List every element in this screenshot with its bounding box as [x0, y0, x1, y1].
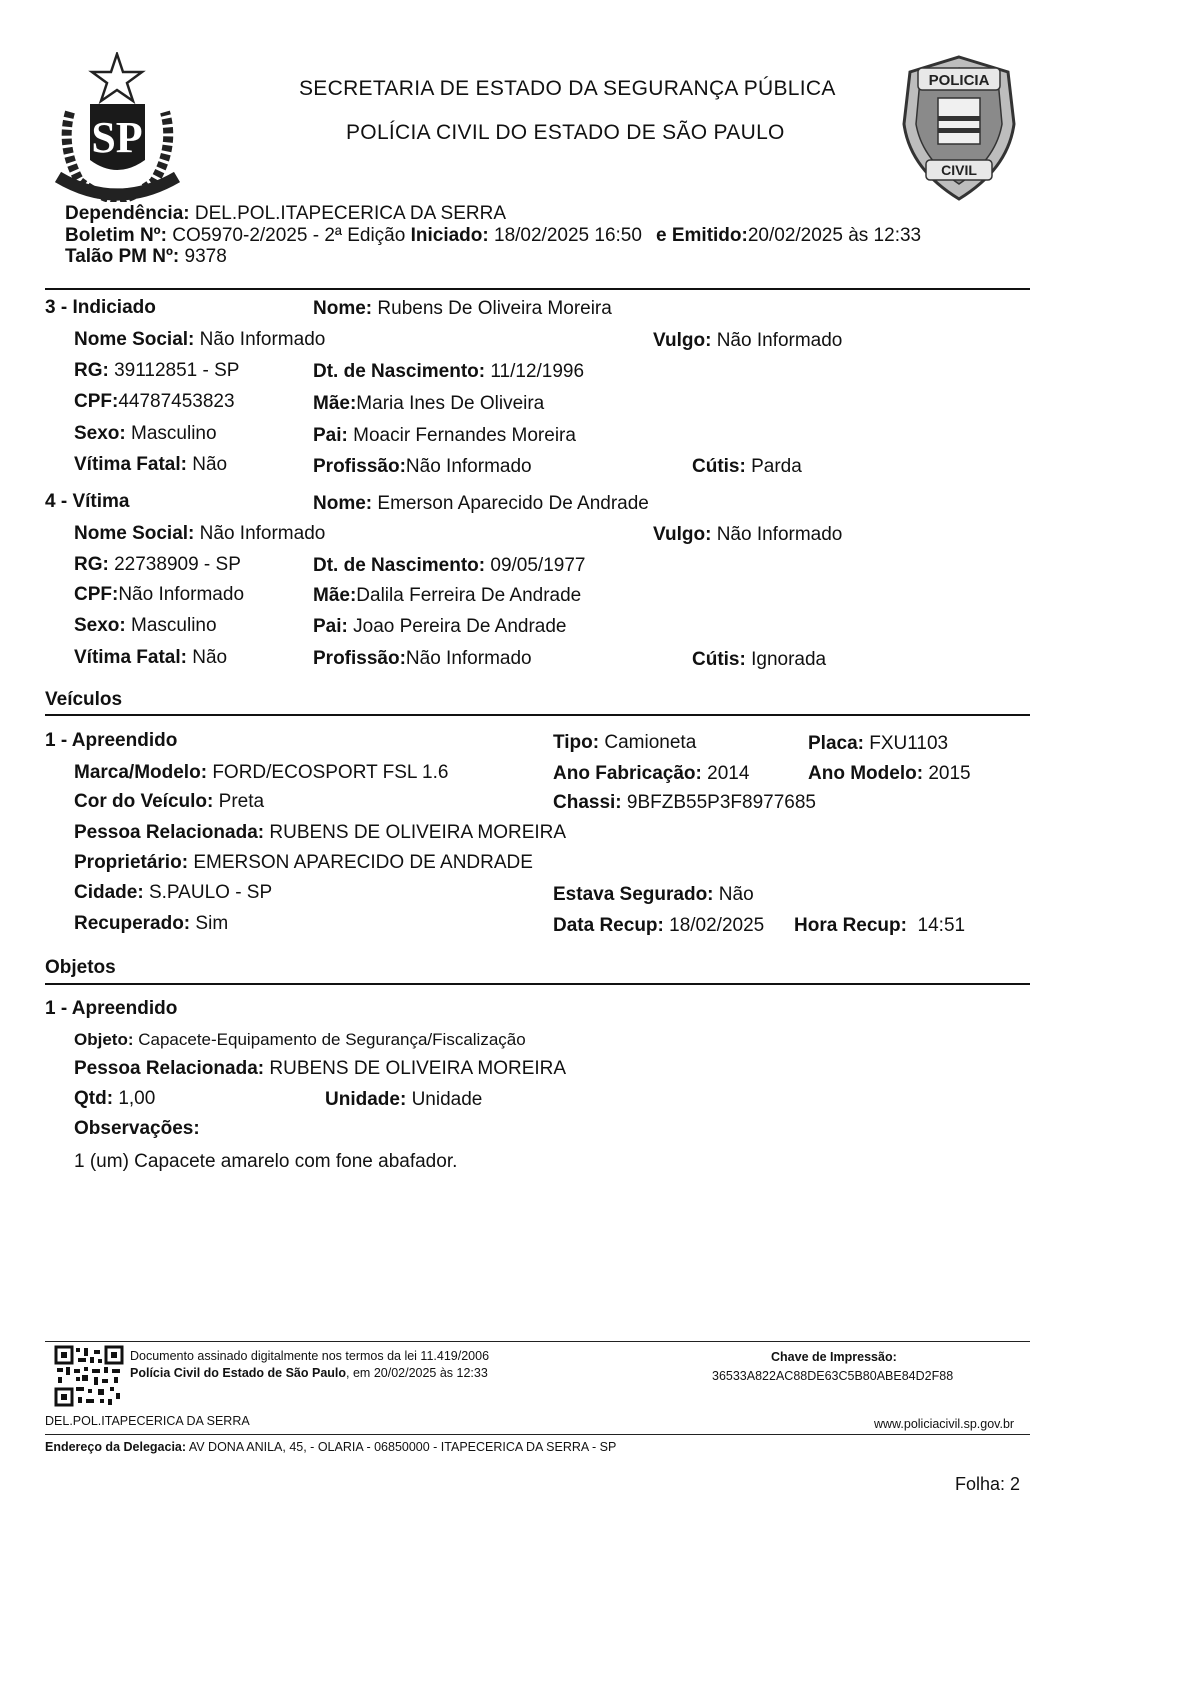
svg-text:CIVIL: CIVIL — [941, 162, 977, 178]
vitima-fatal-value: Não — [192, 647, 228, 668]
nome-value: Rubens De Oliveira Moreira — [377, 298, 612, 319]
dependencia-label: Dependência: — [65, 203, 190, 224]
indiciado-nascimento — [313, 361, 584, 383]
nascimento-label: Dt. de Nascimento: — [313, 555, 486, 576]
mae-label: Mãe: — [313, 393, 357, 414]
boletim-label: Boletim Nº: — [65, 225, 167, 246]
indiciado-rg — [74, 360, 239, 382]
observacoes-label: Observações: — [74, 1118, 200, 1139]
nascimento-value: 09/05/1977 — [490, 555, 586, 576]
pessoa-relacionada-label: Pessoa Relacionada: — [74, 822, 265, 843]
indiciado-heading: 3 - Indiciado — [45, 297, 156, 318]
proprietario-value: EMERSON APARECIDO DE ANDRADE — [193, 852, 533, 873]
rg-value: 39112851 - SP — [114, 360, 240, 381]
tipo-value: Camioneta — [604, 732, 697, 753]
vulgo-label: Vulgo: — [653, 524, 712, 545]
objeto-label: Objeto: — [74, 1030, 134, 1049]
profissao-label: Profissão: — [313, 456, 406, 477]
policia-civil-badge — [898, 54, 1020, 202]
divider-objetos — [45, 983, 1030, 985]
indiciado-nome — [313, 298, 612, 320]
pessoa-relacionada-value: RUBENS DE OLIVEIRA MOREIRA — [269, 822, 567, 843]
qtd-value: 1,00 — [118, 1088, 156, 1109]
talao-label: Talão PM Nº: — [65, 246, 180, 267]
footer-delegacia: DEL.POL.ITAPECERICA DA SERRA — [45, 1414, 250, 1428]
veiculo-cor — [74, 791, 264, 813]
recuperado-value: Sim — [195, 913, 229, 934]
chassi-label: Chassi: — [553, 792, 622, 813]
indiciado-cpf — [74, 391, 235, 413]
hora-recup-label: Hora Recup: — [794, 915, 907, 936]
placa-value: FXU1103 — [869, 733, 949, 754]
objeto-unidade — [325, 1089, 482, 1111]
vitima-rg — [74, 554, 241, 576]
vitima-nome — [313, 493, 649, 515]
veiculo-ano-fabricacao — [553, 763, 749, 785]
vitima-nome-social — [74, 523, 325, 545]
qtd-label: Qtd: — [74, 1088, 114, 1109]
proprietario-label: Proprietário: — [74, 852, 189, 873]
svg-text:POLICIA: POLICIA — [928, 72, 990, 89]
indiciado-mae — [313, 393, 544, 415]
veiculo-placa — [808, 733, 948, 755]
ano-fabricacao-label: Ano Fabricação: — [553, 763, 702, 784]
divider-top — [45, 288, 1030, 290]
vitima-cpf — [74, 584, 244, 606]
observacoes-value: 1 (um) Capacete amarelo com fone abafador. — [74, 1151, 458, 1172]
signed-line-1: Documento assinado digitalmente nos termos da lei 11.419/2006 — [130, 1349, 490, 1363]
pessoa-relacionada-label: Pessoa Relacionada: — [74, 1058, 265, 1079]
dependencia-row — [65, 203, 506, 225]
endereco-label: Endereço da Delegacia: — [45, 1440, 187, 1454]
qr-code — [54, 1345, 124, 1407]
recuperado-label: Recuperado: — [74, 913, 191, 934]
vitima-pai — [313, 616, 567, 638]
veiculo-pessoa-relacionada — [74, 822, 566, 844]
vitima-vitima-fatal — [74, 647, 227, 669]
veiculo-data-recup — [553, 915, 764, 937]
cor-value: Preta — [218, 791, 265, 812]
sp-coat-of-arms — [50, 52, 185, 202]
nome-label: Nome: — [313, 298, 373, 319]
marca-modelo-label: Marca/Modelo: — [74, 762, 208, 783]
pai-value: Joao Pereira De Andrade — [353, 616, 567, 637]
vitima-fatal-value: Não — [192, 454, 228, 475]
cpf-label: CPF: — [74, 584, 119, 605]
pai-label: Pai: — [313, 425, 348, 446]
sexo-value: Masculino — [131, 615, 217, 636]
veiculo-marca-modelo — [74, 762, 448, 784]
boletim-value: CO5970-2/2025 - 2ª Edição — [172, 225, 406, 246]
cutis-value: Parda — [751, 456, 802, 477]
profissao-label: Profissão: — [313, 648, 406, 669]
indiciado-nome-social — [74, 329, 325, 351]
hora-recup-value: 14:51 — [917, 915, 966, 936]
signed-line-2-org: Polícia Civil do Estado de São Paulo — [130, 1366, 347, 1380]
chassi-value: 9BFZB55P3F8977685 — [626, 792, 816, 813]
objeto-heading: 1 - Apreendido — [45, 998, 178, 1019]
indiciado-sexo — [74, 423, 217, 445]
objeto-descricao — [74, 1030, 526, 1050]
placa-label: Placa: — [808, 733, 864, 754]
nome-social-label: Nome Social: — [74, 329, 195, 350]
veiculo-estava-segurado — [553, 884, 754, 906]
veiculo-proprietario — [74, 852, 533, 874]
dependencia-value: DEL.POL.ITAPECERICA DA SERRA — [194, 203, 507, 224]
veiculo-recuperado — [74, 913, 228, 935]
data-recup-label: Data Recup: — [553, 915, 664, 936]
veiculo-cidade — [74, 882, 272, 904]
nome-label: Nome: — [313, 493, 373, 514]
vitima-sexo — [74, 615, 217, 637]
boletim-row — [65, 225, 642, 247]
iniciado-label: Iniciado: — [410, 225, 489, 246]
header-line-1: SECRETARIA DE ESTADO DA SEGURANÇA PÚBLICA — [299, 77, 836, 100]
nome-social-value: Não Informado — [199, 329, 326, 350]
endereco-value: AV DONA ANILA, 45, - OLARIA - 06850000 - ITAPECERICA DA SERRA - SP — [188, 1440, 617, 1454]
emitido-row — [656, 225, 921, 247]
cpf-value: 44787453823 — [118, 391, 235, 412]
indiciado-profissao — [313, 456, 532, 478]
cutis-value: Ignorada — [751, 649, 827, 670]
vitima-nascimento — [313, 555, 585, 577]
indiciado-vulgo — [653, 330, 842, 352]
cpf-label: CPF: — [74, 391, 119, 412]
veiculos-section-title: Veículos — [45, 689, 123, 710]
signed-line-2 — [130, 1366, 488, 1380]
rg-value: 22738909 - SP — [114, 554, 241, 575]
ano-fabricacao-value: 2014 — [707, 763, 750, 784]
sexo-value: Masculino — [131, 423, 217, 444]
vitima-heading: 4 - Vítima — [45, 491, 130, 512]
pai-value: Moacir Fernandes Moreira — [353, 425, 576, 446]
cidade-label: Cidade: — [74, 882, 144, 903]
profissao-value: Não Informado — [405, 456, 532, 477]
cutis-label: Cútis: — [692, 456, 746, 477]
marca-modelo-value: FORD/ECOSPORT FSL 1.6 — [212, 762, 449, 783]
footer-website: www.policiacivil.sp.gov.br — [874, 1417, 1015, 1431]
cidade-value: S.PAULO - SP — [148, 882, 273, 903]
vulgo-value: Não Informado — [716, 524, 843, 545]
ano-modelo-label: Ano Modelo: — [808, 763, 924, 784]
signed-line-2-date: , em 20/02/2025 às 12:33 — [346, 1366, 488, 1380]
rg-label: RG: — [74, 360, 109, 381]
tipo-label: Tipo: — [553, 732, 600, 753]
vitima-fatal-label: Vítima Fatal: — [74, 454, 187, 475]
page-number: Folha: 2 — [955, 1474, 1021, 1494]
objeto-pessoa-relacionada — [74, 1058, 566, 1080]
veiculo-tipo — [553, 732, 696, 754]
profissao-value: Não Informado — [405, 648, 532, 669]
header-line-2: POLÍCIA CIVIL DO ESTADO DE SÃO PAULO — [346, 121, 785, 144]
vitima-mae — [313, 585, 581, 607]
unidade-label: Unidade: — [325, 1089, 407, 1110]
vulgo-label: Vulgo: — [653, 330, 712, 351]
sexo-label: Sexo: — [74, 423, 126, 444]
footer-divider-bottom — [45, 1434, 1030, 1435]
emitido-label: e Emitido: — [656, 225, 748, 246]
veiculo-heading: 1 - Apreendido — [45, 730, 178, 751]
mae-label: Mãe: — [313, 585, 357, 606]
vitima-profissao — [313, 648, 532, 670]
objetos-section-title: Objetos — [45, 957, 116, 978]
nome-social-value: Não Informado — [199, 523, 326, 544]
indiciado-pai — [313, 425, 576, 447]
nome-social-label: Nome Social: — [74, 523, 195, 544]
estava-segurado-label: Estava Segurado: — [553, 884, 714, 905]
iniciado-value: 18/02/2025 16:50 — [494, 225, 642, 246]
talao-row — [65, 246, 227, 268]
data-recup-value: 18/02/2025 — [669, 915, 765, 936]
divider-veiculos — [45, 714, 1030, 716]
indiciado-cutis — [692, 456, 802, 478]
footer-divider-top — [45, 1341, 1030, 1342]
unidade-value: Unidade — [411, 1089, 483, 1110]
nascimento-value: 11/12/1996 — [490, 361, 585, 382]
veiculo-hora-recup — [794, 915, 965, 937]
ano-modelo-value: 2015 — [928, 763, 971, 784]
chave-value: 36533A822AC88DE63C5B80ABE84D2F88 — [712, 1369, 954, 1383]
emitido-value: 20/02/2025 às 12:33 — [747, 225, 922, 246]
talao-value: 9378 — [184, 246, 227, 267]
pessoa-relacionada-value: RUBENS DE OLIVEIRA MOREIRA — [269, 1058, 567, 1079]
pai-label: Pai: — [313, 616, 348, 637]
objeto-qtd — [74, 1088, 155, 1110]
estava-segurado-value: Não — [718, 884, 754, 905]
indiciado-vitima-fatal — [74, 454, 227, 476]
nascimento-label: Dt. de Nascimento: — [313, 361, 486, 382]
mae-value: Dalila Ferreira De Andrade — [356, 585, 582, 606]
cutis-label: Cútis: — [692, 649, 746, 670]
veiculo-chassi — [553, 792, 816, 814]
nome-value: Emerson Aparecido De Andrade — [377, 493, 649, 514]
vulgo-value: Não Informado — [716, 330, 843, 351]
vitima-vulgo — [653, 524, 842, 546]
cpf-value: Não Informado — [118, 584, 245, 605]
cor-label: Cor do Veículo: — [74, 791, 214, 812]
chave-label: Chave de Impressão: — [771, 1350, 897, 1364]
sexo-label: Sexo: — [74, 615, 126, 636]
footer-endereco — [45, 1440, 616, 1454]
vitima-fatal-label: Vítima Fatal: — [74, 647, 187, 668]
svg-text:SP: SP — [91, 113, 143, 162]
mae-value: Maria Ines De Oliveira — [356, 393, 545, 414]
veiculo-ano-modelo — [808, 763, 971, 785]
objeto-value: Capacete-Equipamento de Segurança/Fiscalização — [138, 1030, 526, 1049]
rg-label: RG: — [74, 554, 109, 575]
vitima-cutis — [692, 649, 826, 671]
